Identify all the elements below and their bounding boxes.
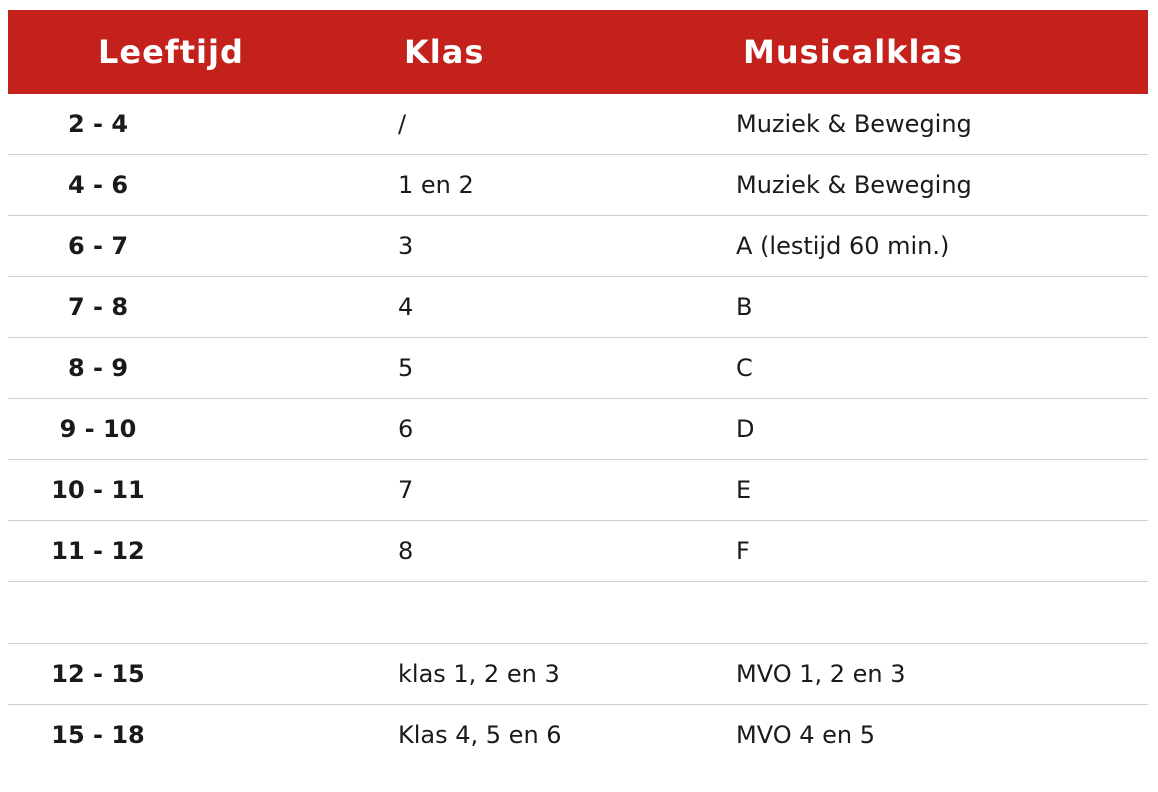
cell-age: 11 - 12 [51,537,145,565]
cell-klas: 8 [398,537,414,565]
table-row [8,460,1148,521]
cell-musicalklas: D [736,415,755,443]
cell-klas: Klas 4, 5 en 6 [398,721,562,749]
cell-musicalklas: C [736,354,753,382]
table-row [8,521,1148,582]
cell-musicalklas: E [736,476,752,504]
cell-age: 9 - 10 [59,415,137,443]
table-row [8,277,1148,338]
cell-age: 2 - 4 [67,110,129,138]
table-row [8,705,1148,766]
table-row [8,94,1148,155]
header-musicalklas: Musicalklas [743,33,964,71]
cell-musicalklas: F [736,537,750,565]
table-header [8,10,1148,94]
table-row [8,155,1148,216]
header-klas: Klas [404,33,485,71]
cell-musicalklas: B [736,293,753,321]
cell-klas: klas 1, 2 en 3 [398,660,560,688]
table-row [8,644,1148,705]
cell-age: 6 - 7 [67,232,129,260]
cell-age: 4 - 6 [67,171,129,199]
cell-klas: 5 [398,354,414,382]
cell-musicalklas: MVO 4 en 5 [736,721,875,749]
age-class-table [8,10,1148,766]
cell-musicalklas: A (lestijd 60 min.) [736,232,950,260]
cell-age: 10 - 11 [51,476,145,504]
table-row [8,216,1148,277]
cell-age: 8 - 9 [67,354,129,382]
cell-klas: 3 [398,232,414,260]
table-row [8,399,1148,460]
cell-klas: 1 en 2 [398,171,474,199]
cell-klas: 6 [398,415,414,443]
cell-age: 7 - 8 [67,293,129,321]
cell-musicalklas: MVO 1, 2 en 3 [736,660,906,688]
table-row [8,338,1148,399]
cell-klas: 4 [398,293,414,321]
cell-musicalklas: Muziek & Beweging [736,171,972,199]
cell-age: 12 - 15 [51,660,145,688]
cell-klas: 7 [398,476,414,504]
header-leeftijd: Leeftijd [98,33,244,71]
cell-age: 15 - 18 [51,721,145,749]
cell-klas: / [398,110,407,138]
table-row-spacer [8,582,1148,644]
cell-musicalklas: Muziek & Beweging [736,110,972,138]
